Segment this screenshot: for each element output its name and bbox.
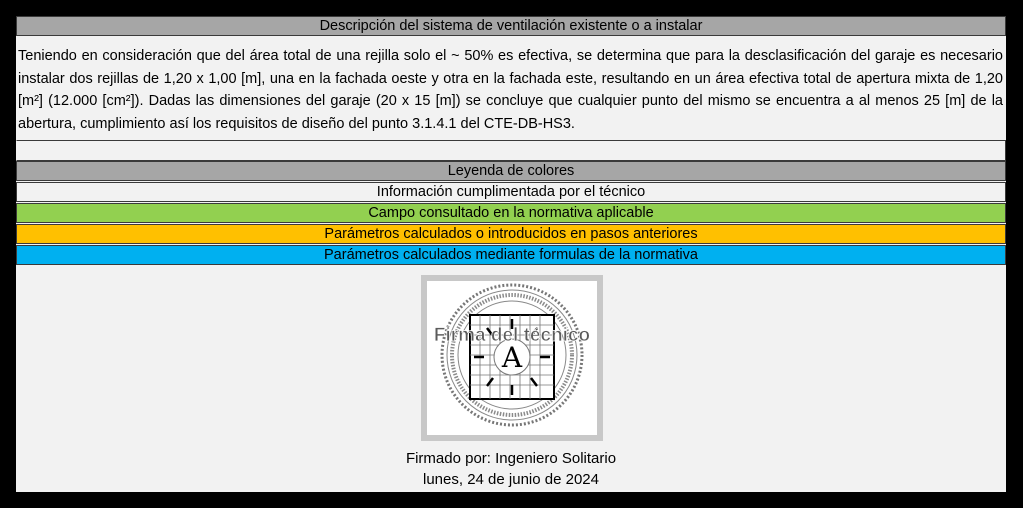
description-text: Teniendo en consideración que del área total de una rejilla solo el ~ 50% es efectiva, se determina que para la desclasificación del garaje es necesario instalar dos rejillas de 1,20 x 1,00 [m], una en la fachada oeste y otra en la fachada este, resultando en un área efectiva total de apertura mixta de 1,20 [m²] (12.000 [cm²]). Dadas las dimensiones del garaje (20 x 15 [m]) se concluye que cualquier punto del mismo se encuentra a al menos 25 [m] de la abertura, cumplimiento así los requisitos de diseño del punto 3.1.4.1 del CTE-DB-HS3.	[18, 48, 1003, 132]
document-sheet	[16, 16, 1006, 492]
section-header: Descripción del sistema de ventilación existente o a instalar	[16, 16, 1006, 36]
signature-box	[421, 275, 603, 441]
seal-icon	[427, 281, 597, 435]
legend-item-regulation: Campo consultado en la normativa aplicable	[16, 203, 1006, 223]
signed-by: Firmado por: Ingeniero Solitario	[405, 450, 617, 467]
legend-item-technician: Información cumplimentada por el técnico	[16, 182, 1006, 202]
legend-item-formulas: Parámetros calculados mediante formulas de la normativa	[16, 245, 1006, 265]
legend-item-previous-steps: Parámetros calculados o introducidos en pasos anteriores	[16, 224, 1006, 244]
stamp-letter: A	[501, 341, 523, 374]
legend-title: Leyenda de colores	[16, 161, 1006, 181]
blank-row	[16, 140, 1006, 161]
signature-stamp	[427, 281, 597, 435]
signature-date: lunes, 24 de junio de 2024	[423, 471, 599, 488]
signature-placeholder: Firma del técnico	[433, 325, 591, 346]
